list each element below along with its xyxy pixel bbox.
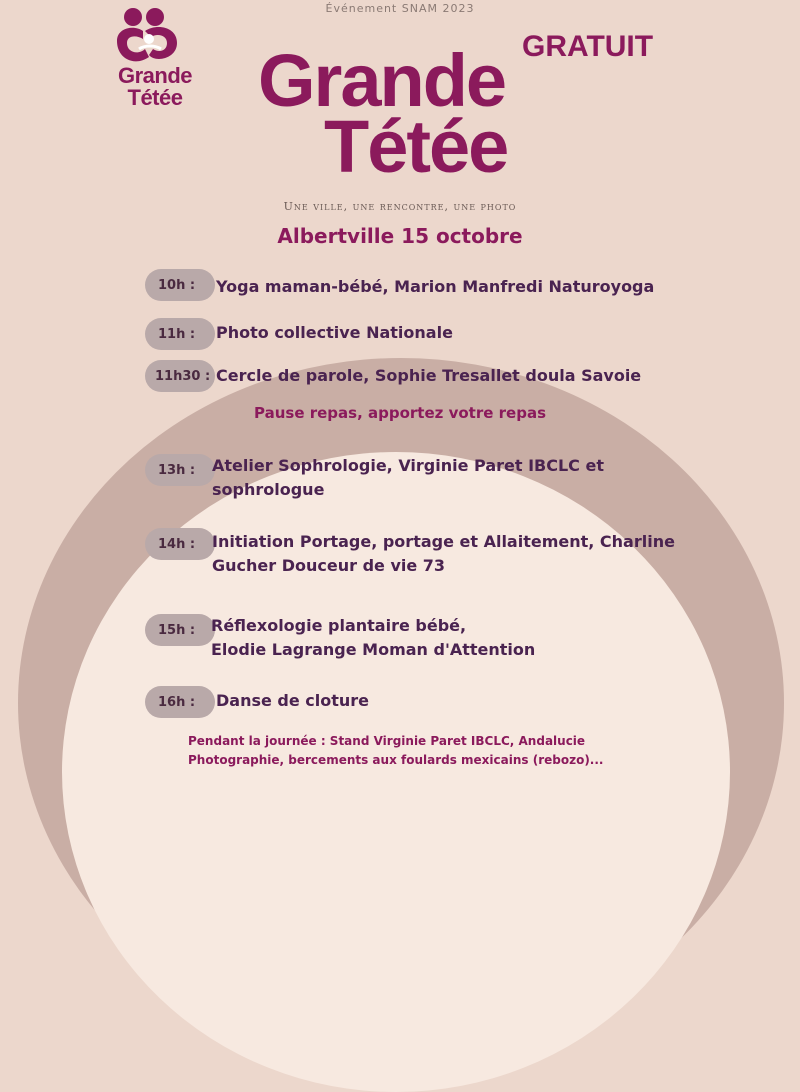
activity-14h: Initiation Portage, portage et Allaitement, Charline Gucher Douceur de vie 73 <box>212 532 675 575</box>
time-pill-16h: 16h : <box>145 686 215 718</box>
activity-15h: Réflexologie plantaire bébé, Elodie Lagrange Moman d'Attention <box>211 616 536 659</box>
logo-text: Grande Tétée <box>117 63 193 110</box>
free-badge: GRATUIT <box>522 30 654 63</box>
activity-11h: Photo collective Nationale <box>216 323 453 342</box>
main-title-line1: Grande <box>258 39 506 122</box>
time-pill-10h: 10h : <box>145 269 215 301</box>
time-pill-11h30: 11h30 : <box>145 360 215 392</box>
activity-13h: Atelier Sophrologie, Virginie Paret IBCLC et sophrologue <box>212 456 604 499</box>
time-pill-13h: 13h : <box>145 454 215 486</box>
activity-16h: Danse de cloture <box>216 691 370 710</box>
main-title <box>258 39 558 188</box>
time-pill-14h: 14h : <box>145 528 215 560</box>
activity-10h: Yoga maman-bébé, Marion Manfredi Naturoyoga <box>216 277 655 296</box>
time-pill-15h: 15h : <box>145 614 215 646</box>
time-pill-11h: 11h : <box>145 318 215 350</box>
lunch-break: Pause repas, apportez votre repas <box>254 404 546 422</box>
event-location-date: Albertville 15 octobre <box>277 224 523 248</box>
activity-11h30: Cercle de parole, Sophie Tresallet doula Savoie <box>216 366 642 385</box>
logo <box>105 5 205 115</box>
all-day-note: Pendant la journée : Stand Virginie Paret IBCLC, Andalucie Photographie, bercements aux foulards mexicains (rebozo)... <box>188 734 604 767</box>
event-label: Événement SNAM 2023 <box>325 2 475 15</box>
tagline: Une ville, une rencontre, une photo <box>283 200 517 213</box>
main-title-line2: Tétée <box>324 105 508 188</box>
